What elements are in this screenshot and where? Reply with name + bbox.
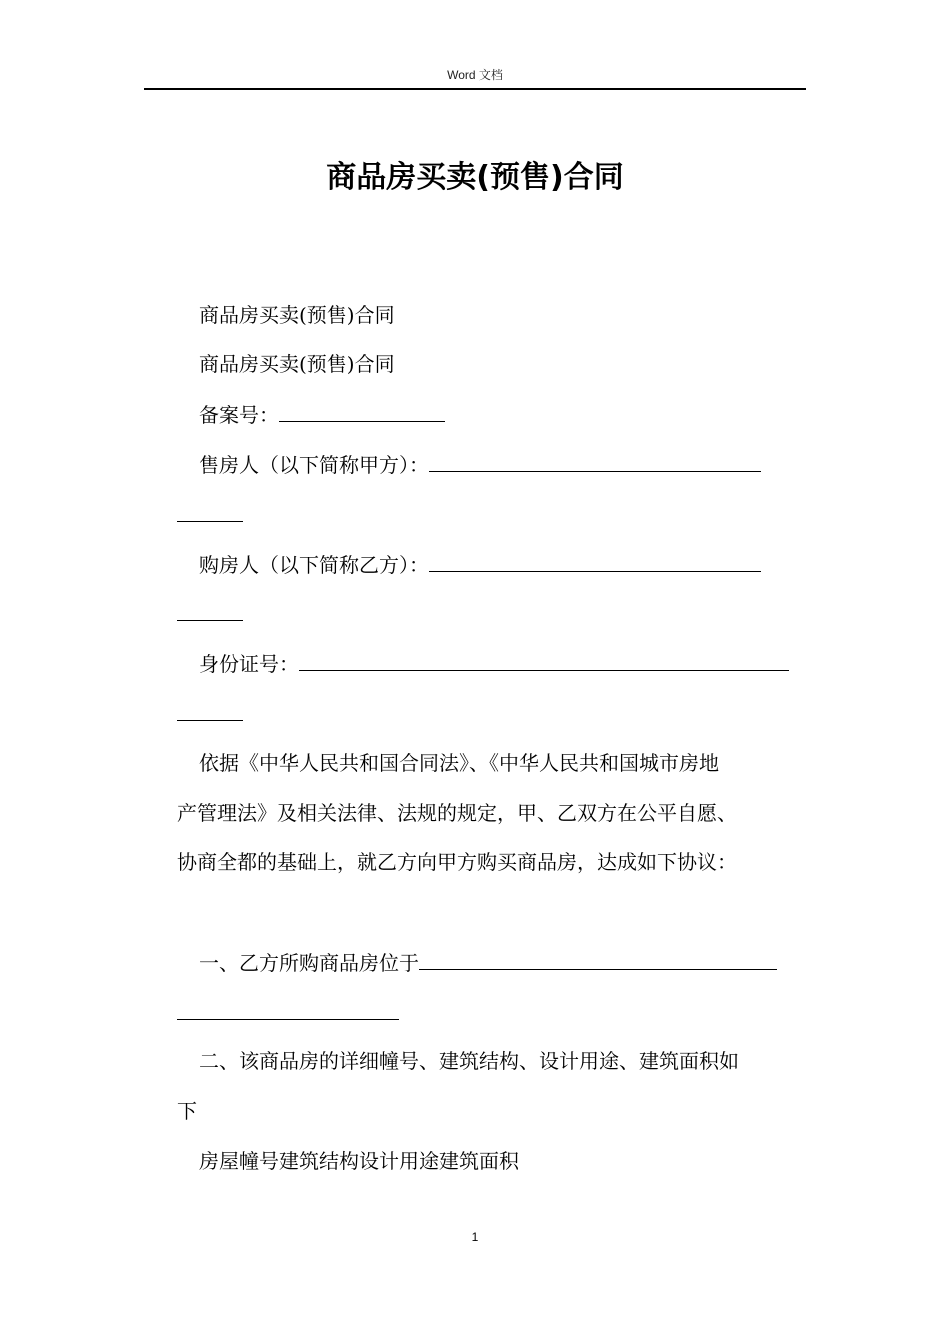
id-number-line-continued	[177, 698, 801, 729]
clause-1-line	[177, 947, 801, 978]
clause-1-label: 一、乙方所购商品房位于	[199, 951, 419, 975]
document-title: 商品房买卖(预售)合同	[326, 160, 624, 195]
id-number-blank[interactable]	[299, 648, 789, 671]
clause-1-line-continued	[177, 997, 801, 1028]
buyer-blank[interactable]	[429, 549, 761, 572]
buyer-blank-continued[interactable]	[177, 598, 243, 621]
seller-line-continued	[177, 499, 801, 530]
preamble-line-3: 协商全都的基础上，就乙方向甲方购买商品房，达成如下协议：	[177, 850, 737, 874]
page-header	[144, 66, 806, 90]
seller-blank[interactable]	[429, 449, 761, 472]
clause-1-blank[interactable]	[419, 947, 777, 970]
header-label: Word 文档	[447, 68, 503, 82]
seller-label: 售房人（以下简称甲方）：	[199, 453, 429, 477]
record-number-line	[177, 399, 801, 430]
preamble-line-2: 产管理法》及相关法律、法规的规定，甲、乙双方在公平自愿、	[177, 801, 737, 825]
buyer-label: 购房人（以下简称乙方）：	[199, 553, 429, 577]
clause-2-line-1: 二、该商品房的详细幢号、建筑结构、设计用途、建筑面积如	[199, 1049, 739, 1073]
buyer-line	[177, 549, 801, 580]
id-number-line	[177, 648, 801, 679]
preamble-line-1: 依据《中华人民共和国合同法》、《中华人民共和国城市房地	[199, 751, 719, 775]
clause-1-blank-continued[interactable]	[177, 997, 399, 1020]
seller-blank-continued[interactable]	[177, 499, 243, 522]
subtitle-line-2: 商品房买卖(预售)合同	[199, 352, 395, 376]
page-number: 1	[471, 1230, 479, 1244]
record-number-blank[interactable]	[279, 399, 445, 422]
buyer-line-continued	[177, 598, 801, 629]
record-number-label: 备案号：	[199, 403, 279, 427]
clause-2-line-2: 下	[177, 1099, 197, 1123]
id-number-blank-continued[interactable]	[177, 698, 243, 721]
subtitle-line-1: 商品房买卖(预售)合同	[199, 303, 395, 327]
seller-line	[177, 449, 801, 480]
id-number-label: 身份证号：	[199, 652, 299, 676]
table-header-line: 房屋幢号建筑结构设计用途建筑面积	[199, 1149, 519, 1173]
